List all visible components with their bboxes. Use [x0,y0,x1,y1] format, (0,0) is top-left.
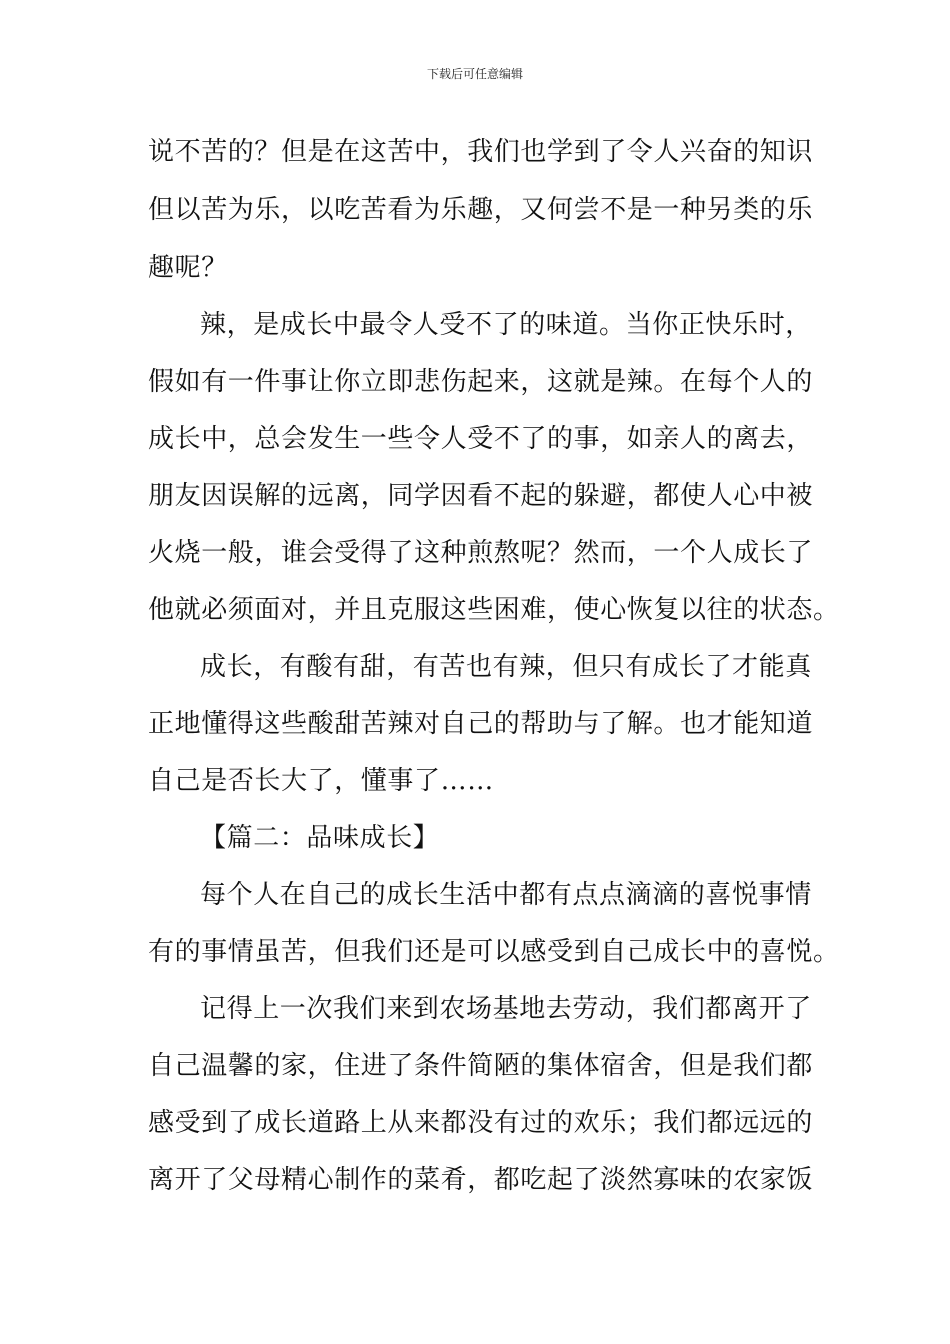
paragraph-start-line: 辣，是成长中最令人受不了的味道。当你正快乐时， [200,310,812,340]
paragraph-start-line: 每个人在自己的成长生活中都有点点滴滴的喜悦事情 [200,880,812,910]
text-line: 趣呢？ [148,253,228,283]
text-line: 有的事情虽苦，但我们还是可以感受到自己成长中的喜悦。 [148,937,840,967]
text-line: 说不苦的？但是在这苦中，我们也学到了令人兴奋的知识 [148,137,814,167]
paragraph-start-line: 记得上一次我们来到农场基地去劳动，我们都离开了 [200,994,812,1024]
text-line: 朋友因误解的远离，同学因看不起的躲避，都使人心中被 [148,481,814,511]
text-line: 他就必须面对，并且克服这些困难，使心恢复以往的状态。 [148,595,840,625]
text-line: 自己温馨的家，住进了条件简陋的集体宿舍，但是我们都 [148,1051,814,1081]
text-line: 假如有一件事让你立即悲伤起来，这就是辣。在每个人的 [148,367,814,397]
section-heading: 【篇二：品味成长】 [200,823,440,853]
paragraph-start-line: 成长，有酸有甜，有苦也有辣，但只有成长了才能真 [200,652,812,682]
text-line: 自己是否长大了，懂事了…… [148,766,494,796]
text-line: 感受到了成长道路上从来都没有过的欢乐；我们都远远的 [148,1108,814,1138]
page-header: 下载后可任意编辑 [426,67,523,81]
text-line: 火烧一般，谁会受得了这种煎熬呢？然而，一个人成长了 [148,538,814,568]
text-line: 离开了父母精心制作的菜肴，都吃起了淡然寡味的农家饭 [148,1165,814,1195]
text-line: 但以苦为乐，以吃苦看为乐趣，又何尝不是一种另类的乐 [148,195,814,225]
text-line: 正地懂得这些酸甜苦辣对自己的帮助与了解。也才能知道 [148,709,814,739]
text-line: 成长中，总会发生一些令人受不了的事，如亲人的离去， [148,424,814,454]
